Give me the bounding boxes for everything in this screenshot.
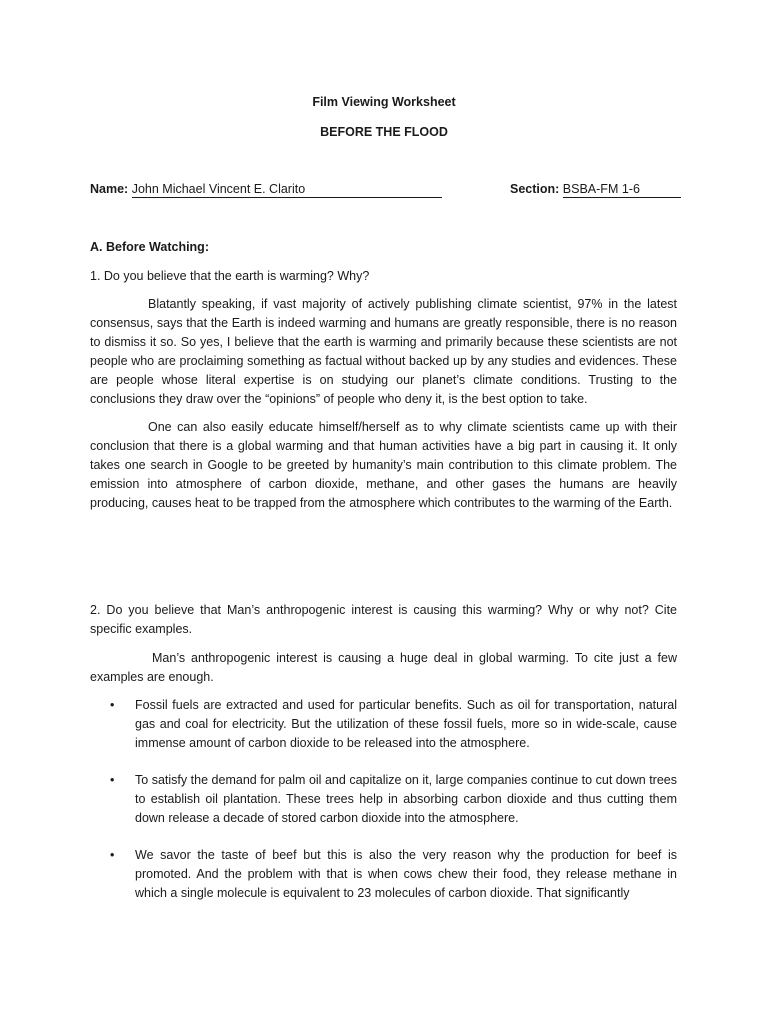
section-line: [510, 180, 681, 199]
section-value: BSBA-FM 1-6: [563, 181, 681, 198]
bullet-icon: •: [110, 773, 115, 787]
answer-2-intro: Man’s anthropogenic interest is causing a huge deal in global warming. To cite just a few examples are enough.: [90, 651, 677, 684]
question-1: 1. Do you believe that the earth is warming? Why?: [90, 269, 370, 283]
bullet-text: To satisfy the demand for palm oil and capitalize on it, large companies continue to cut down trees to establish oil plantation. These trees help in absorbing carbon dioxide and thus cutting them down release a decade of stored carbon dioxide into the atmosphere.: [135, 773, 677, 825]
film-title: BEFORE THE FLOOD: [320, 125, 448, 139]
answer-1-paragraph-2: One can also easily educate himself/herself as to why climate scientists came up with their conclusion that there is a global warming and that human activities have a big part in causing it. It only takes one search in Google to be greeted by humanity’s main contribution to this climate problem. The emission into atmosphere of carbon dioxide, methane, and other gases the humans are heavily producing, causes heat to be trapped from the atmosphere which contributes to the warming of the Earth.: [90, 420, 677, 510]
section-a-heading: A. Before Watching:: [90, 240, 209, 254]
name-line: [90, 180, 442, 199]
answer-1-paragraph-1: Blatantly speaking, if vast majority of actively publishing climate scientist, 97% in the latest consensus, says that the Earth is indeed warming and humans are greatly responsible, there is no reason to dismiss it so. So yes, I believe that the earth is warming and primarily because these scientists are not people who are proclaiming something as factual without backed up by any studies and evidences. These are people whose literal expertise is on studying our planet’s climate conditions. Trusting to the conclusions they draw over the “opinions” of people who deny it, is the best option to take.: [90, 297, 677, 406]
bullet-text: We savor the taste of beef but this is also the very reason why the production for beef is promoted. And the problem with that is when cows chew their food, they release methane in which a single molecule is equivalent to 23 molecules of carbon dioxide. That significantly: [135, 848, 677, 900]
name-label: Name:: [90, 182, 129, 196]
list-item: [110, 771, 677, 828]
section-label: Section:: [510, 182, 560, 196]
list-item: [110, 696, 677, 753]
answer-2-bullet-list: [110, 696, 677, 921]
bullet-text: Fossil fuels are extracted and used for particular benefits. Such as oil for transportation, natural gas and coal for electricity. But the utilization of these fossil fuels, more so in wide-scale, cause immense amount of carbon dioxide to be released into the atmosphere.: [135, 698, 677, 750]
bullet-icon: •: [110, 698, 115, 712]
worksheet-title: Film Viewing Worksheet: [312, 95, 456, 109]
list-item: [110, 846, 677, 903]
question-2: 2. Do you believe that Man’s anthropogenic interest is causing this warming? Why or why not? Cite specific examples.: [90, 603, 677, 636]
name-value: John Michael Vincent E. Clarito: [132, 181, 442, 198]
bullet-icon: •: [110, 848, 115, 862]
